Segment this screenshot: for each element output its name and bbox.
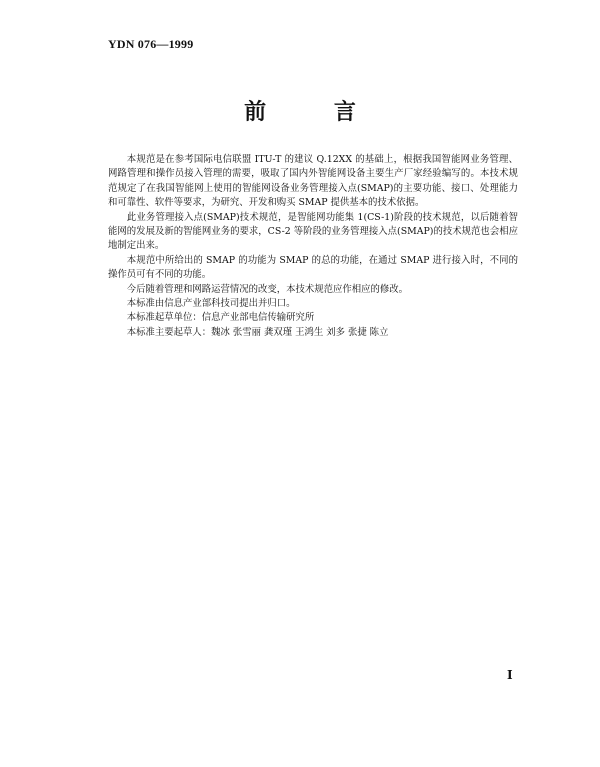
paragraph-drafters: 本标准主要起草人：魏冰 张雪丽 龚双瑾 王鸿生 刘多 张捷 陈立 <box>126 326 389 338</box>
paragraph-cs1: 此业务管理接入点(SMAP)技术规范，是智能网功能集 1(CS-1)阶段的技术规范，以后随着智能网的发展及新的智能网业务的要求，CS-2 等阶段的业务管理接入点(SMAP)的技术规范也会相应地制定出来。 <box>108 211 518 252</box>
foreword-body <box>108 153 518 340</box>
standard-code: YDN 076—1999 <box>108 37 194 51</box>
page-number: Ⅰ <box>507 668 513 682</box>
paragraph-drafting-unit: 本标准起草单位：信息产业部电信传输研究所 <box>126 312 315 324</box>
paragraph-scope: 本规范是在参考国际电信联盟 ITU-T 的建议 Q.12XX 的基础上，根据我国智能网业务管理、网路管理和操作员接入管理的需要，吸取了国内外智能网设备主要生产厂家经验编写的。本技术规范规定了在我国智能网上使用的智能网设备业务管理接入点(SMAP)的主要功能、接口、处理能力和可靠性、软件等要求，为研究、开发和购买 SMAP 提供基本的技术依据。 <box>108 154 518 209</box>
paragraph-functions: 本规范中所给出的 SMAP 的功能为 SMAP 的总的功能，在通过 SMAP 进行接入时，不同的操作员可有不同的功能。 <box>108 254 518 281</box>
paragraph-proposer: 本标准由信息产业部科技司提出并归口。 <box>126 298 296 310</box>
paragraph-revision: 今后随着管理和网路运营情况的改变，本技术规范应作相应的修改。 <box>126 283 409 295</box>
page-title: 前 言 <box>244 100 386 125</box>
